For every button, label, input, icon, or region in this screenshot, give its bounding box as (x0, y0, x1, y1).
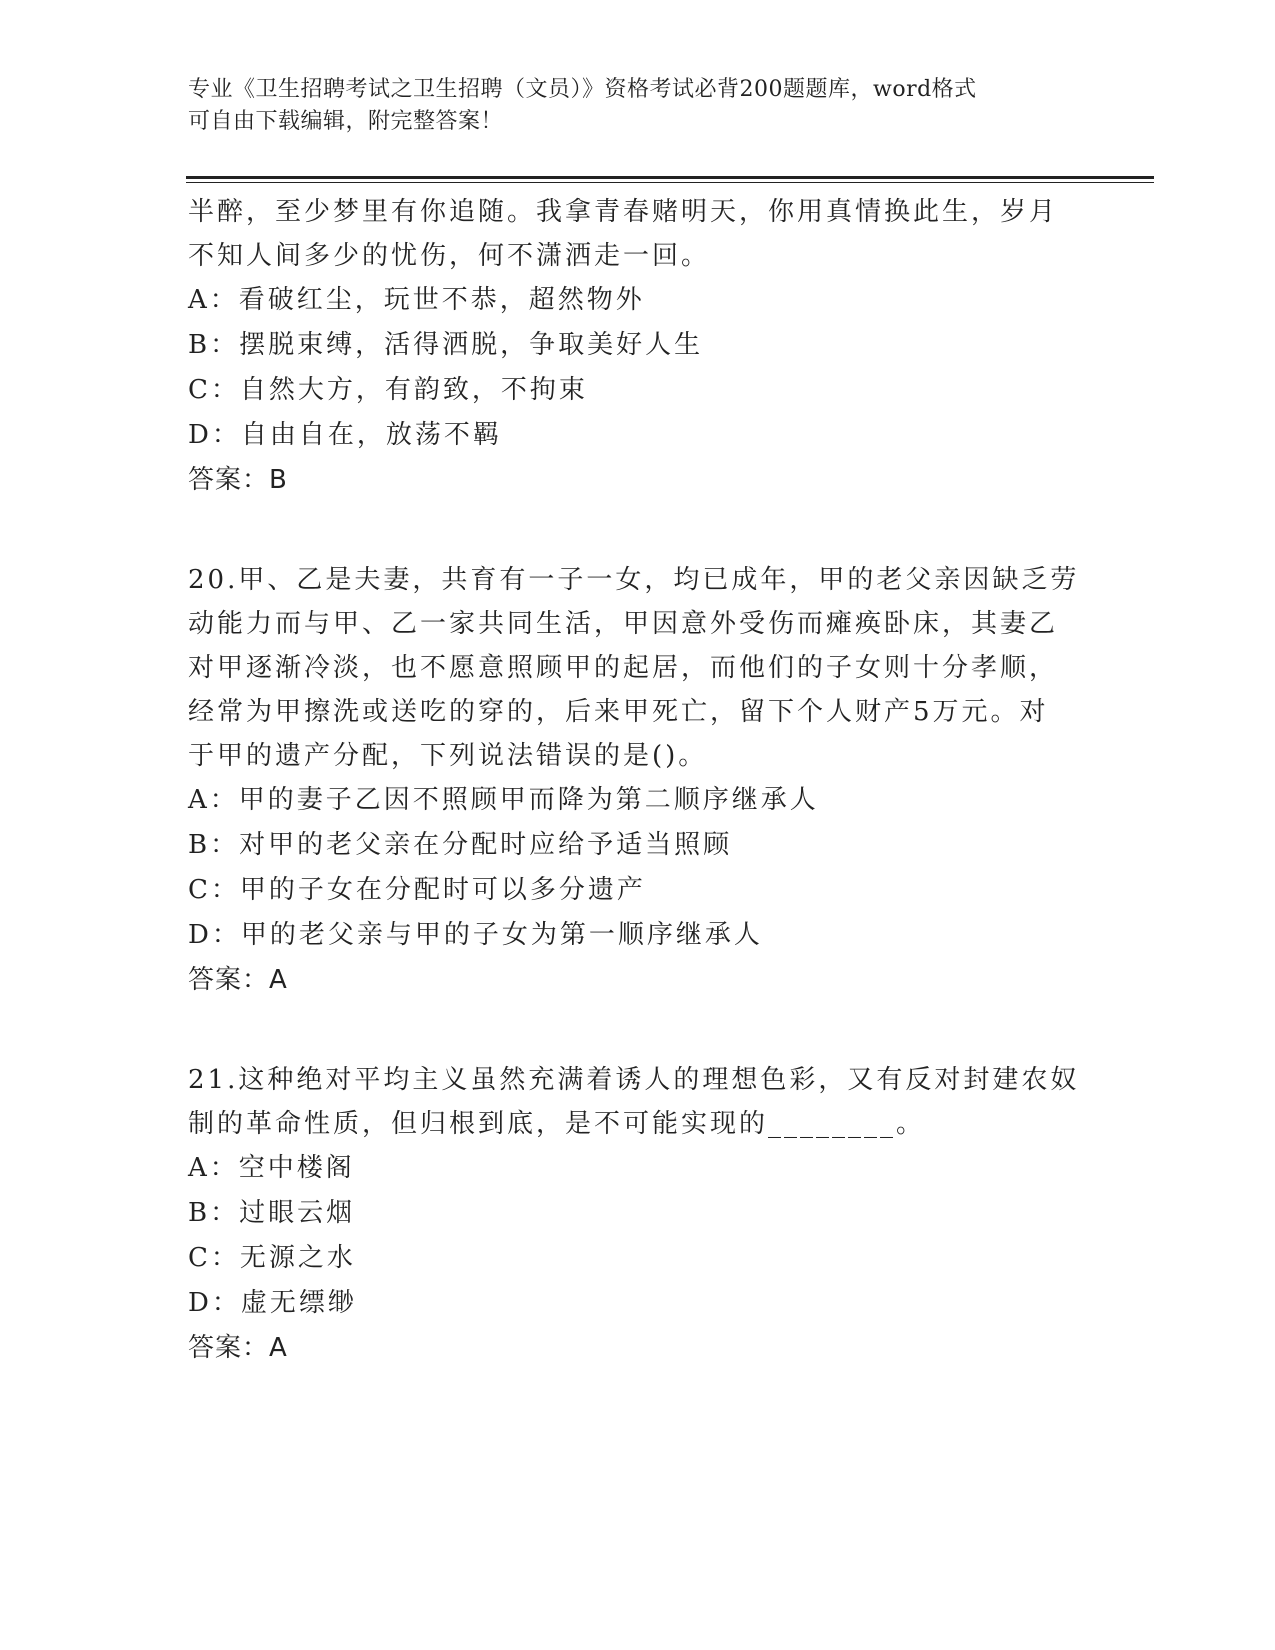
option-b: B：对甲的老父亲在分配时应给予适当照顾 (188, 830, 733, 860)
question-stem-line: 20.甲、乙是夫妻，共育有一子一女，均已成年，甲的老父亲因缺乏劳 (188, 565, 1080, 595)
option-d: D：自由自在，放荡不羁 (188, 420, 502, 450)
option-a: A：空中楼阁 (188, 1153, 355, 1183)
question-stem-line: 半醉，至少梦里有你追随。我拿青春赌明天，你用真情换此生，岁月 (188, 197, 1059, 227)
option-c: C：自然大方，有韵致，不拘束 (188, 375, 588, 405)
option-b: B：摆脱束缚，活得洒脱，争取美好人生 (188, 330, 704, 360)
option-c: C：甲的子女在分配时可以多分遗产 (188, 875, 646, 905)
question-stem-line: 对甲逐渐冷淡，也不愿意照顾甲的起居，而他们的子女则十分孝顺， (188, 653, 1059, 683)
option-d: D：虚无缥缈 (188, 1288, 357, 1318)
question-stem-line: 制的革命性质，但归根到底，是不可能实现的________。 (188, 1109, 926, 1139)
question-stem-line: 21.这种绝对平均主义虽然充满着诱人的理想色彩，又有反对封建农奴 (188, 1065, 1080, 1095)
header-divider-thin (186, 182, 1154, 183)
document-header (188, 74, 1088, 138)
question-stem-line: 经常为甲擦洗或送吃的穿的，后来甲死亡，留下个人财产5万元。对 (188, 697, 1049, 727)
option-a: A：甲的妻子乙因不照顾甲而降为第二顺序继承人 (188, 785, 819, 815)
question-20 (188, 558, 1088, 1002)
option-b: B：过眼云烟 (188, 1198, 356, 1228)
option-c: C：无源之水 (188, 1243, 356, 1273)
spacer (188, 1002, 1088, 1058)
header-line-1: 专业《卫生招聘考试之卫生招聘（文员）》资格考试必背200题题库，word格式 (188, 77, 977, 102)
question-21 (188, 1058, 1088, 1370)
header-divider-thick (186, 176, 1154, 179)
question-19 (188, 190, 1088, 502)
header-line-2: 可自由下载编辑，附完整答案！ (188, 109, 504, 134)
answer-label: 答案：B (188, 465, 288, 495)
option-d: D：甲的老父亲与甲的子女为第一顺序继承人 (188, 920, 763, 950)
answer-label: 答案：A (188, 965, 288, 995)
option-a: A：看破红尘，玩世不恭，超然物外 (188, 285, 645, 315)
answer-label: 答案：A (188, 1333, 288, 1363)
spacer (188, 502, 1088, 558)
document-body (188, 190, 1088, 1370)
question-stem-line: 动能力而与甲、乙一家共同生活，甲因意外受伤而瘫痪卧床，其妻乙 (188, 609, 1059, 639)
question-stem-line: 不知人间多少的忧伤，何不潇洒走一回。 (188, 241, 711, 271)
question-stem-line: 于甲的遗产分配，下列说法错误的是()。 (188, 741, 708, 771)
